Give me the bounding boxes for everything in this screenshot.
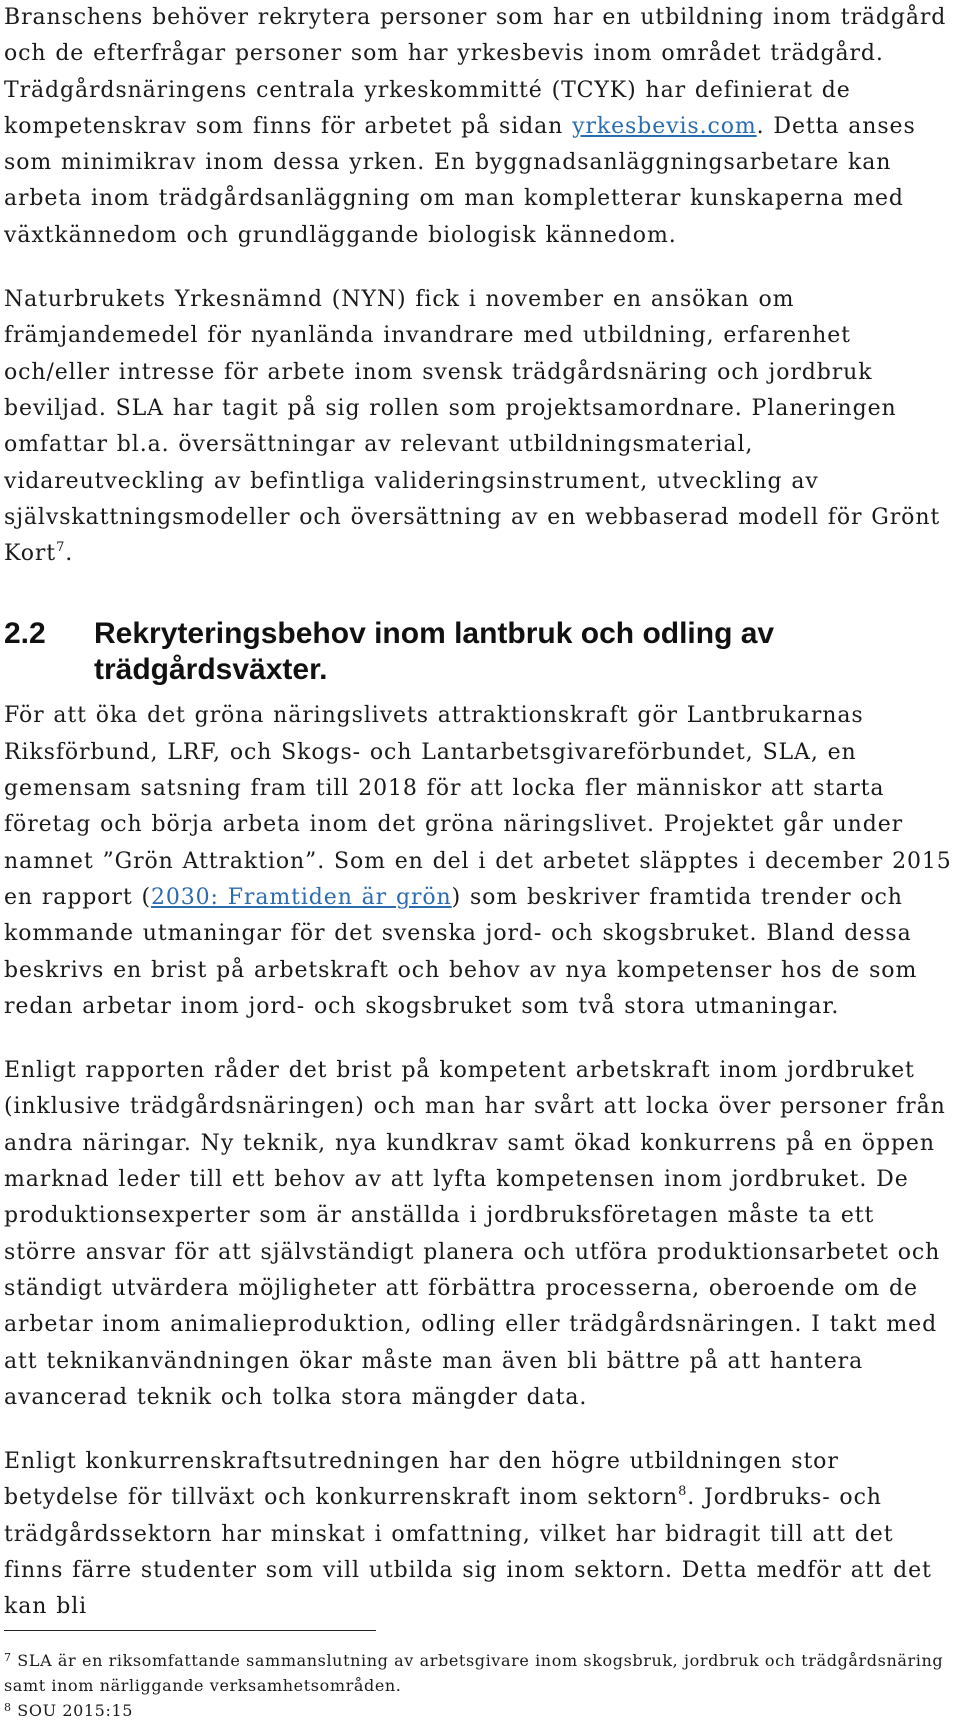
paragraph-text: Enligt konkurrenskraftsutredningen har den högre utbildningen stor betydelse för tillväxt och konkurrenskraft inom sektorn bbox=[4, 1449, 839, 1511]
footnote-divider bbox=[4, 1630, 376, 1631]
section-title: Rekryteringsbehov inom lantbruk och odling av trädgårdsväxter. bbox=[94, 617, 775, 687]
paragraph-report-findings: Enligt rapporten råder det brist på kompetent arbetskraft inom jordbruket (inklusive trädgårdsnäringen) och man har svårt att locka över personer från andra näringar. Ny teknik, nya kundkrav samt ökad konkurrens på en öppen marknad leder till ett behov av att lyfta kompetensen inom jordbruket. De produktionsexperter som är anställda i jordbruksföretagen måste ta ett större ansvar för att självständigt planera och utföra produktionsarbetet och ständigt utvärdera möjligheter att förbättra processerna, oberoende om de arbetar inom animalieproduktion, odling eller trädgårdsnäringen. I takt med att teknikanvändningen ökar måste man även bli bättre på att hantera avancerad teknik och tolka stora mängder data. bbox=[4, 1058, 946, 1410]
document-page bbox=[4, 0, 954, 1626]
footnote-ref-7[interactable]: 7 bbox=[56, 540, 66, 556]
paragraph-text: . bbox=[65, 541, 74, 567]
section-number: 2.2 bbox=[4, 617, 46, 651]
yrkesbevis-link[interactable]: yrkesbevis.com bbox=[572, 113, 757, 139]
section-heading bbox=[4, 616, 954, 688]
paragraph-text: Branschens behöver rekrytera personer som har en utbildning inom trädgård och de efterfrågar personer som har yrkesbevis inom området trädgård. Trädgårdsnäringens centrala yrkeskommitté (TCYK) har definierat de kompetenskrav som finns för arbetet på sidan bbox=[4, 5, 947, 139]
footnote-text: SOU 2015:15 bbox=[17, 1701, 134, 1720]
paragraph-higher-education bbox=[4, 1444, 954, 1625]
paragraph-text: För att öka det gröna näringslivets attraktionskraft gör Lantbrukarnas Riksförbund, LRF, och Skogs- och Lantarbetsgivareförbundet, SLA, en gemensam satsning fram till 2018 för att locka fler människor att starta företag och börja arbeta inom det gröna näringslivet. Projektet går under namnet ”Grön Attraktion”. Som en del i det arbetet släpptes i december 2015 en rapport ( bbox=[4, 703, 952, 910]
paragraph-text: ) som beskriver framtida trender och kommande utmaningar för det svenska jord- och skogsbruket. Bland dessa beskrivs en brist på arbetskraft och behov av nya kompetenser hos de som redan arbetar inom jord- och skogsbruket som två stora utmaningar. bbox=[4, 884, 918, 1019]
paragraph-nyn bbox=[4, 282, 954, 572]
paragraph-gron-attraktion bbox=[4, 698, 954, 1025]
paragraph-recruitment-needs bbox=[4, 0, 954, 254]
paragraph-text: . Jordbruks- och trädgårdssektorn har minskat i omfattning, vilket har bidragit till att det finns färre studenter som vill utbilda sig inom sektorn. Detta medför att det kan bli bbox=[4, 1485, 932, 1620]
footnote-number: 7 bbox=[4, 1651, 12, 1664]
paragraph-text: . Detta anses som minimikrav inom dessa yrken. En byggnadsanläggningsarbetare kan arbeta inom trädgårdsanläggning om man kompletterar kunskaperna med växtkännedom och grundläggande biologisk kännedom. bbox=[4, 113, 916, 248]
report-link[interactable]: 2030: Framtiden är grön bbox=[150, 884, 452, 910]
footnote-8 bbox=[4, 1698, 954, 1723]
footnotes-section bbox=[4, 1630, 954, 1723]
paragraph-text: Naturbrukets Yrkesnämnd (NYN) fick i november en ansökan om främjandemedel för nyanlända invandrare med utbildning, erfarenhet och/eller intresse för arbete inom svensk trädgårdsnäring och jordbruk beviljad. SLA har tagit på sig rollen som projektsamordnare. Planeringen omfattar bl.a. översättningar av relevant utbildningsmaterial, vidareutveckling av befintliga valideringsinstrument, utveckling av självskattningsmodeller och översättning av en webbaserad modell för Grönt Kort bbox=[4, 287, 941, 567]
footnote-ref-8[interactable]: 8 bbox=[678, 1484, 688, 1500]
footnote-number: 8 bbox=[4, 1701, 12, 1714]
footnote-text: SLA är en riksomfattande sammanslutning av arbetsgivare inom skogsbruk, jordbruk och trädgårdsnäring samt inom närliggande verksamhetsområden. bbox=[4, 1651, 944, 1695]
footnote-7 bbox=[4, 1648, 954, 1698]
